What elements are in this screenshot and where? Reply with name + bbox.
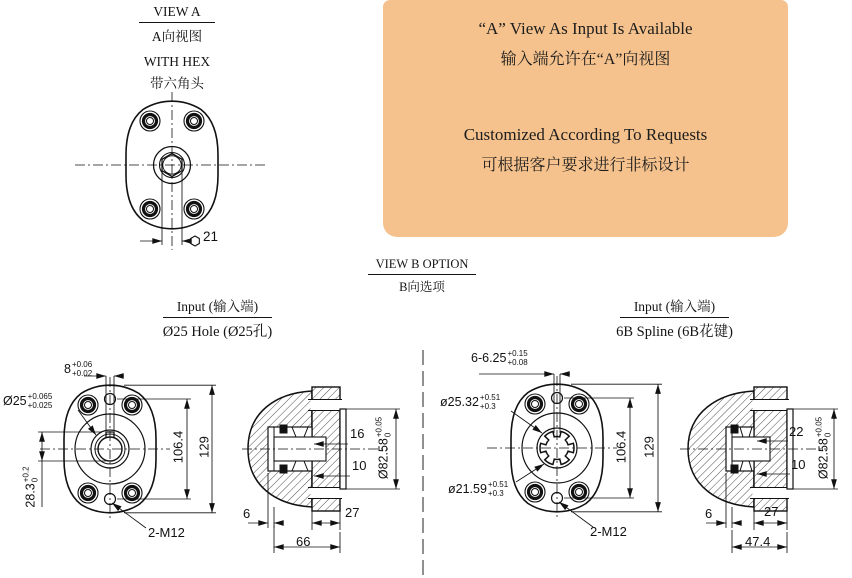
spline-option-header [592,295,757,341]
dim-thread: 2-M12 [590,524,627,539]
dim-6: 6 [243,506,251,521]
hole-option-front-view [27,360,230,575]
dim-base: Ø25 [3,394,27,409]
notice-line-en-1: “A” View As Input Is Available [478,19,693,38]
dim-hole-span: 106.4 [170,430,186,464]
dim-thread: 2-M12 [148,525,185,540]
dim-lines [479,374,662,527]
view-a-title: VIEW A [139,4,214,23]
dim-base: ø21.59 [448,482,487,497]
tol-top: +0.15 [507,349,528,358]
view-b-title-zh: B向选项 [399,280,445,294]
seal-bottom [731,465,738,473]
tol-top: +0.05 [814,416,824,438]
tol-bot: 0 [823,432,832,438]
view-a-header [122,4,232,92]
dim-base: 8 [64,362,71,377]
spline-option-input-label: Input (输入端) [620,295,729,318]
tol-top: +0.065 [27,392,53,401]
view-b-header [352,257,492,295]
hole-option-input-label: Input (输入端) [163,295,272,318]
tol-top: +0.51 [487,480,509,489]
tol-bot: +0.3 [479,401,496,411]
tol-top: +0.06 [71,360,93,369]
hole-option-type-label: Ø25 Hole (Ø25孔) [162,324,273,340]
tol-top: +0.05 [374,416,384,438]
dim-bore [3,393,52,410]
dim-height: 129 [196,436,212,458]
dim-22: 22 [789,424,804,439]
view-a-drawing [50,88,280,256]
notice-line-zh-1: 输入端允许在“A”向视图 [500,51,671,68]
tol-top: +0.51 [479,393,501,402]
tol-bot: +0.3 [487,488,504,498]
hole-option-header [135,295,300,341]
tol-bot: +0.08 [507,357,528,367]
dim-66: 66 [296,534,311,549]
dim-10: 10 [352,458,367,473]
dim-base: Ø82.58 [816,438,831,480]
dim-keyway-width [64,361,92,378]
view-a-title-zh: A向视图 [151,29,203,44]
dim-pilot-dia [376,417,393,479]
dim-6: 6 [705,506,713,521]
view-a-sub: WITH HEX [143,54,211,69]
hex-symbol-icon [191,236,200,246]
dim-spline-minor [448,481,508,498]
notice-box [383,0,788,237]
dim-16: 16 [350,426,365,441]
dim-hole-span: 106.4 [613,430,629,464]
dim-27: 27 [345,505,360,520]
notice-line-en-2: Customized According To Requests [463,125,708,144]
notice-line-zh-2: 可根据客户要求进行非标设计 [481,157,690,174]
spline-option-type-label: 6B Spline (6B花键) [616,324,733,340]
dim-base: Ø82.58 [376,438,391,480]
dim-pilot-dia [816,417,833,479]
tol-bot: 0 [383,432,392,438]
tol-bot: +0.02 [71,368,93,378]
tol-top: +0.2 [21,466,31,483]
option-divider [419,350,427,578]
dim-base: 6-6.25 [471,351,507,366]
dim-spline-major [440,394,500,411]
view-b-title: VIEW B OPTION [368,257,477,275]
seal-top [280,425,287,433]
dim-base: 28.3 [23,483,38,508]
tol-bot: 0 [30,477,39,483]
view-a-sub-zh: 带六角头 [150,76,204,91]
seal-top [731,425,738,433]
dim-10: 10 [791,457,806,472]
dim-tooth-width [471,350,528,367]
dim-keyway-depth [23,466,40,507]
dim-base: ø25.32 [440,395,479,410]
dim-hex-across-flats: 21 [203,229,219,244]
dim-height: 129 [641,436,657,458]
seal-bottom [280,465,287,473]
dim-27: 27 [764,504,779,519]
dim-47-4: 47.4 [745,534,771,549]
tol-bot: +0.025 [27,400,53,410]
